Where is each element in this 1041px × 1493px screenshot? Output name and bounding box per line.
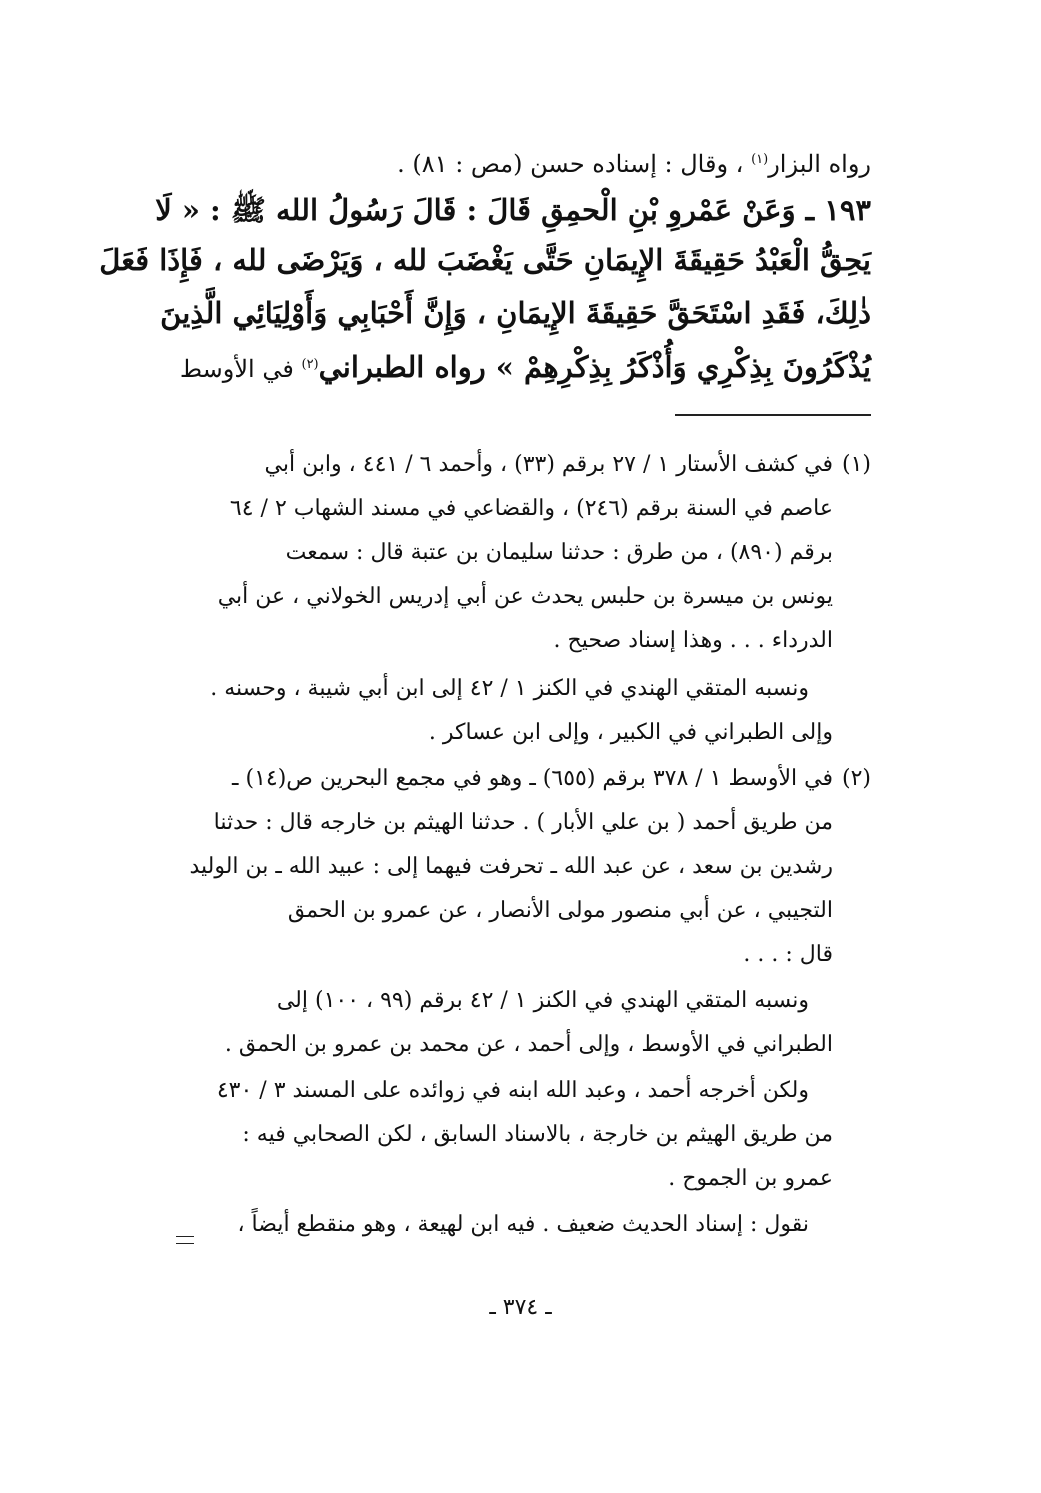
- footnote-2-line-2: من طريق أحمد ( بن علي الأبار ) . حدثنا الهيثم بن خارجه قال : حدثنا: [213, 810, 833, 835]
- footnote-1-line-6: ونسبه المتقي الهندي في الكنز ١ / ٤٢ إلى ابن أبي شيبة ، وحسنه .: [210, 676, 809, 701]
- footnote-1-line-5: الدرداء . . . وهذا إسناد صحيح .: [553, 628, 833, 653]
- hadith-line-3: ذٰلِكَ، فَقَدِ اسْتَحَقَّ حَقِيقَةَ الإِيمَانِ ، وَإِنَّ أَحْبَابِي وَأَوْلِيَائِي الَّذِينَ: [160, 296, 871, 330]
- footnote-2-marker: (٢): [841, 766, 871, 791]
- footnote-2-line-6: ونسبه المتقي الهندي في الكنز ١ / ٤٢ برقم (٩٩ ، ١٠٠) إلى: [276, 988, 809, 1013]
- hadith-line-2: يَحِقُّ الْعَبْدُ حَقِيقَةَ الإِيمَانِ حَتَّى يَغْضَبَ لله ، وَيَرْضَى لله ، فَإِذَا فَعَلَ: [99, 243, 871, 277]
- footnote-1-line-4: يونس بن ميسرة بن حلبس يحدث عن أبي إدريس الخولاني ، عن أبي: [217, 584, 833, 609]
- footnote-1-marker: (١): [841, 452, 871, 477]
- footnote-1-line-3: برقم (٨٩٠) ، من طرق : حدثنا سليمان بن عتبة قال : سمعت: [285, 540, 833, 565]
- footnote-2-line-8: ولكن أخرجه أحمد ، وعبد الله ابنه في زوائده على المسند ٣ / ٤٣٠: [216, 1078, 809, 1103]
- footnote-1-line-7: وإلى الطبراني في الكبير ، وإلى ابن عساكر .: [428, 720, 833, 745]
- footnote-2-line-11: نقول : إسناد الحديث ضعيف . فيه ابن لهيعة ، وهو منقطع أيضاً ،: [237, 1212, 809, 1237]
- hadith-line-4-pre: يُذْكَرُونَ بِذِكْرِي وَأُذْكَرُ بِذِكْرِهِمْ » رواه الطبراني: [318, 350, 871, 384]
- hadith-line-4-post: في الأوسط: [179, 355, 294, 383]
- main-line-1-post: ، وقال : إسناده حسن (مص : ٨١) .: [397, 150, 744, 178]
- footnote-2-line-10: عمرو بن الجموح .: [668, 1166, 833, 1191]
- continuation-mark: [176, 1236, 194, 1244]
- footnote-2-line-3: رشدين بن سعد ، عن عبد الله ـ تحرفت فيهما إلى : عبيد الله ـ بن الوليد: [189, 854, 833, 879]
- footnote-ref-1: (١): [751, 152, 769, 167]
- footnote-ref-2: (٢): [301, 357, 319, 372]
- footnote-2-line-5: قال : . . .: [743, 942, 833, 967]
- footnote-separator: [675, 414, 871, 416]
- page-number: ـ ٣٧٤ ـ: [489, 1295, 552, 1320]
- footnote-1-line-2: عاصم في السنة برقم (٢٤٦) ، والقضاعي في مسند الشهاب ٢ / ٦٤: [229, 496, 833, 521]
- footnote-2-line-1: في الأوسط ١ / ٣٧٨ برقم (٦٥٥) ـ وهو في مجمع البحرين ص(١٤) ـ: [232, 766, 833, 791]
- footnote-2-line-7: الطبراني في الأوسط ، وإلى أحمد ، عن محمد بن عمرو بن الحمق .: [224, 1032, 833, 1057]
- main-line-1: [397, 150, 871, 178]
- hadith-line-1: ١٩٣ ـ وَعَنْ عَمْروِ بْنِ الْحمِقِ قَالَ : قَالَ رَسُولُ الله ﷺ : « لَا: [155, 193, 871, 227]
- footnote-2-line-4: التجيبي ، عن أبي منصور مولى الأنصار ، عن عمرو بن الحمق: [287, 898, 833, 923]
- footnote-2-line-9: من طريق الهيثم بن خارجة ، بالاسناد السابق ، لكن الصحابي فيه :: [242, 1122, 833, 1147]
- hadith-line-4: [180, 350, 871, 384]
- footnote-1-line-1: في كشف الأستار ١ / ٢٧ برقم (٣٣) ، وأحمد ٦ / ٤٤١ ، وابن أبي: [264, 452, 833, 477]
- main-line-1-pre: رواه البزار: [768, 150, 871, 178]
